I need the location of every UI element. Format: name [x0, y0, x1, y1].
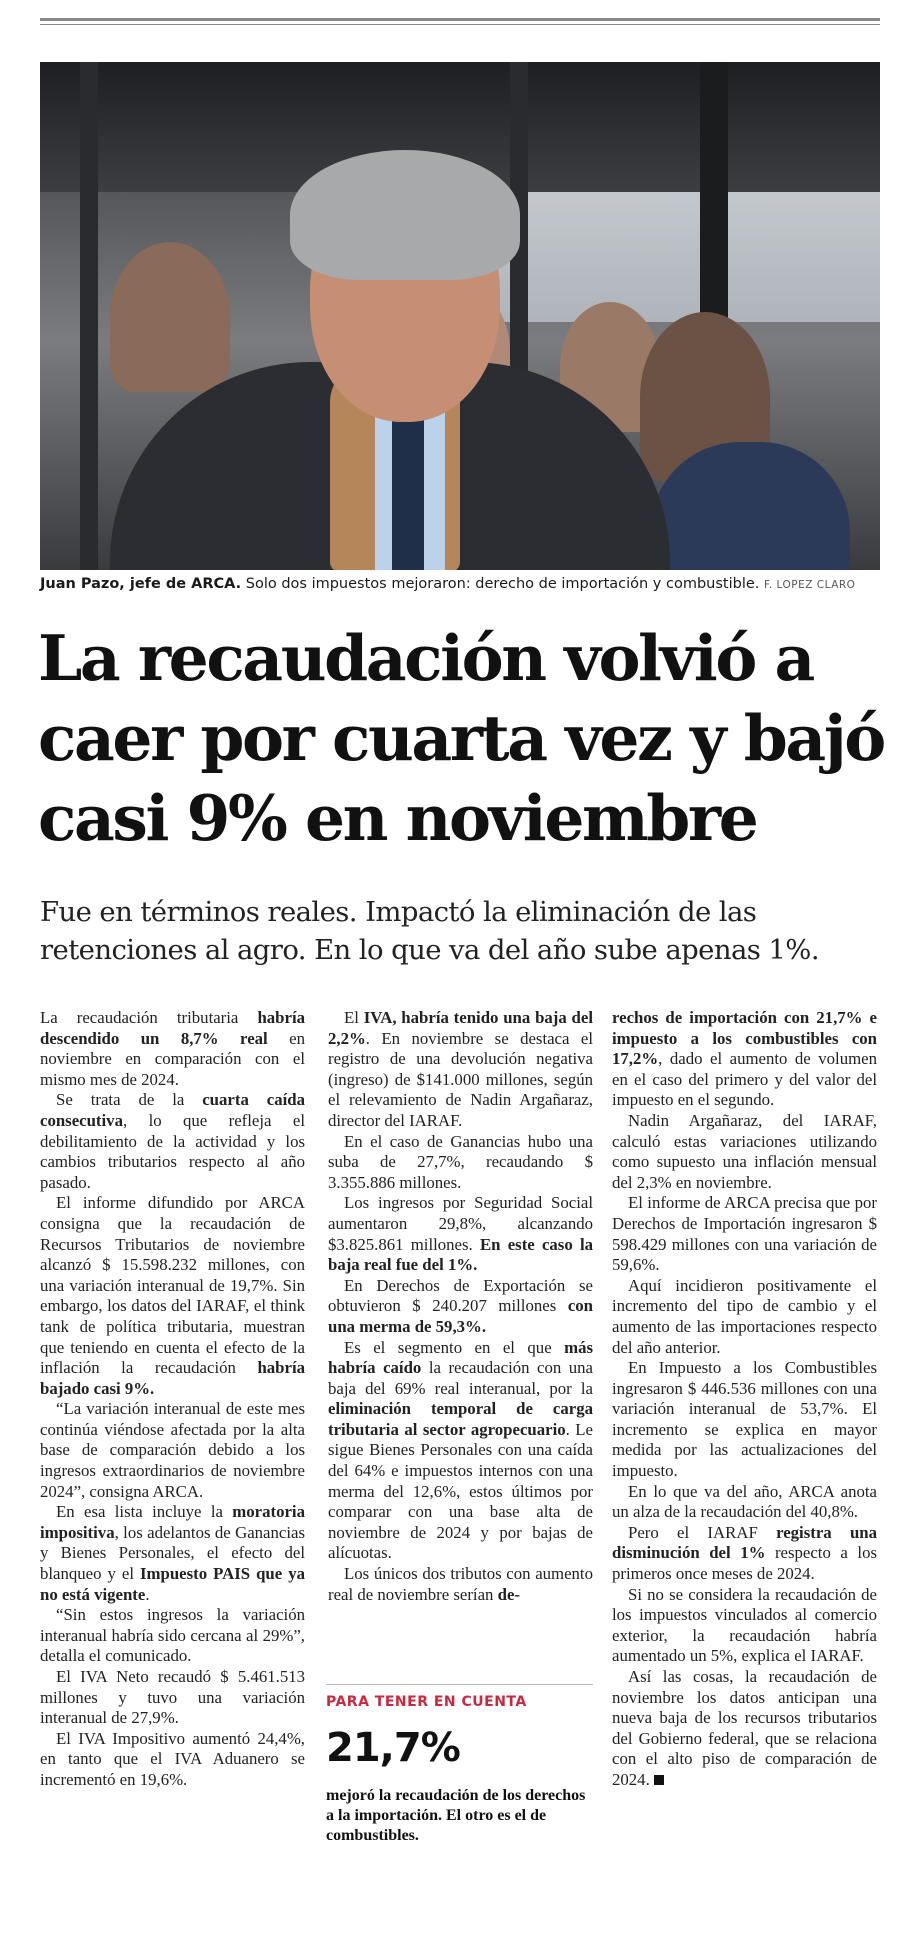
paragraph: rechos de importación con 21,7% e impuesto a los combustibles con 17,2%, dado el aumento de volumen en el caso del primero y del valor del impuesto en el segundo.: [612, 1008, 877, 1110]
fact-box: [326, 1684, 593, 1846]
paragraph: Si no se considera la recaudación de los impuestos vinculados al comercio exterior, la recaudación habría aumentado un 5%, explica el IARAF.: [612, 1584, 877, 1666]
photo-credit: F. LOPEZ CLARO: [764, 579, 856, 591]
paragraph: El informe difundido por ARCA consigna que la recaudación de Recursos Tributarios de noviembre alcanzó $ 15.598.232 millones, con una variación interanual de 19,7%. Sin embargo, los datos del IARAF, el think tank de política tributaria, muestran que teniendo en cuenta el efecto de la inflación la recaudación habría bajado casi 9%.: [40, 1193, 305, 1398]
paragraph: Se trata de la cuarta caída consecutiva, lo que refleja el debilitamiento de la actividad y los cambios tributarios respecto al año pasado.: [40, 1090, 305, 1192]
paragraph: Aquí incidieron positivamente el incremento del tipo de cambio y el aumento de las importaciones respecto del año anterior.: [612, 1275, 877, 1357]
article-column-3: [612, 1008, 877, 1791]
paragraph: En Derechos de Exportación se obtuvieron $ 240.207 millones con una merma de 59,3%.: [328, 1275, 593, 1336]
caption-text: Solo dos impuestos mejoraron: derecho de importación y combustible.: [245, 576, 760, 592]
paragraph: El informe de ARCA precisa que por Derechos de Importación ingresaron $ 598.429 millones con una variación de 59,6%.: [612, 1193, 877, 1275]
paragraph: Es el segmento en el que más habría caído la recaudación con una baja del 69% real interanual, por la eliminación temporal de carga tributaria al sector agropecuario. Le sigue Bienes Personales con una caída del 64% e impuestos internos con una merma del 12,6%, estos últimos por comparar con una base alta de noviembre de 2024 y por bajas de alícuotas.: [328, 1337, 594, 1563]
paragraph: El IVA Neto recaudó $ 5.461.513 millones y tuvo una variación interanual de 27,9%.: [40, 1667, 305, 1728]
paragraph: Así las cosas, la recaudación de noviembre los datos anticipan una nueva baja de los recursos tributarios del Gobierno federal, que se relaciona con el alto piso de comparación de 2024.: [612, 1667, 877, 1789]
top-rule: [40, 18, 880, 21]
paragraph: Los ingresos por Seguridad Social aumentaron 29,8%, alcanzando $3.825.861 millones. En este caso la baja real fue del 1%.: [328, 1193, 593, 1275]
paragraph: El IVA, habría tenido una baja del 2,2%. En noviembre se destaca el registro de una devolución negativa (ingreso) de $141.000 millones, según el relevamiento de Nadin Argañaraz, director del IARAF.: [328, 1008, 594, 1130]
paragraph: En Impuesto a los Combustibles ingresaron $ 446.536 millones con una variación interanual de 53,7%. El incremento se explica en mayor medida por las actualizaciones del impuesto.: [612, 1358, 877, 1481]
end-mark: [654, 1775, 664, 1785]
article-column-1: [40, 1008, 305, 1791]
article-photo: [40, 62, 880, 570]
subheadline: Fue en términos reales. Impactó la eliminación de las retenciones al agro. En lo que va del año sube apenas 1%.: [40, 896, 819, 966]
paragraph: En lo que va del año, ARCA anota un alza de la recaudación del 40,8%.: [612, 1481, 877, 1522]
paragraph: Los únicos dos tributos con aumento real de noviembre serían de-: [328, 1564, 593, 1604]
fact-box-figure: 21,7%: [326, 1725, 460, 1771]
paragraph: “Sin estos ingresos la variación interanual habría sido cercana al 29%”, detalla el comunicado.: [40, 1605, 305, 1666]
fact-box-label: PARA TENER EN CUENTA: [326, 1694, 527, 1710]
photo-caption: [40, 576, 880, 592]
paragraph: Pero el IARAF registra una disminución del 1% respecto a los primeros once meses de 2024.: [612, 1522, 878, 1584]
article-column-2: [328, 1008, 593, 1605]
paragraph: En el caso de Ganancias hubo una suba de 27,7%, recaudando $ 3.355.886 millones.: [328, 1131, 593, 1192]
headline: La recaudación volvió a caer por cuarta vez y bajó casi 9% en noviembre: [38, 621, 884, 855]
paragraph: Nadin Argañaraz, del IARAF, calculó estas variaciones utilizando como supuesto una inflación mensual del 2,3% en noviembre.: [612, 1110, 877, 1192]
fact-box-rule: [326, 1684, 593, 1685]
paragraph: En esa lista incluye la moratoria impositiva, los adelantos de Ganancias y Bienes Personales, el efecto del blanqueo y el Impuesto PAIS que ya no está vigente.: [40, 1502, 305, 1604]
paragraph: La recaudación tributaria habría descendido un 8,7% real en noviembre en comparación con el mismo mes de 2024.: [40, 1008, 305, 1089]
top-rule-thin: [40, 24, 880, 25]
fact-box-text: mejoró la recaudación de los derechos a la importación. El otro es el de combustibles.: [326, 1787, 586, 1844]
paragraph: “La variación interanual de este mes continúa viéndose afectada por la alta base de comparación debido a los ingresos extraordinarios de noviembre 2024”, consigna ARCA.: [40, 1399, 305, 1501]
paragraph: El IVA Impositivo aumentó 24,4%, en tanto que el IVA Aduanero se incrementó en 19,6%.: [40, 1728, 305, 1789]
caption-name: Juan Pazo, jefe de ARCA.: [40, 576, 242, 592]
